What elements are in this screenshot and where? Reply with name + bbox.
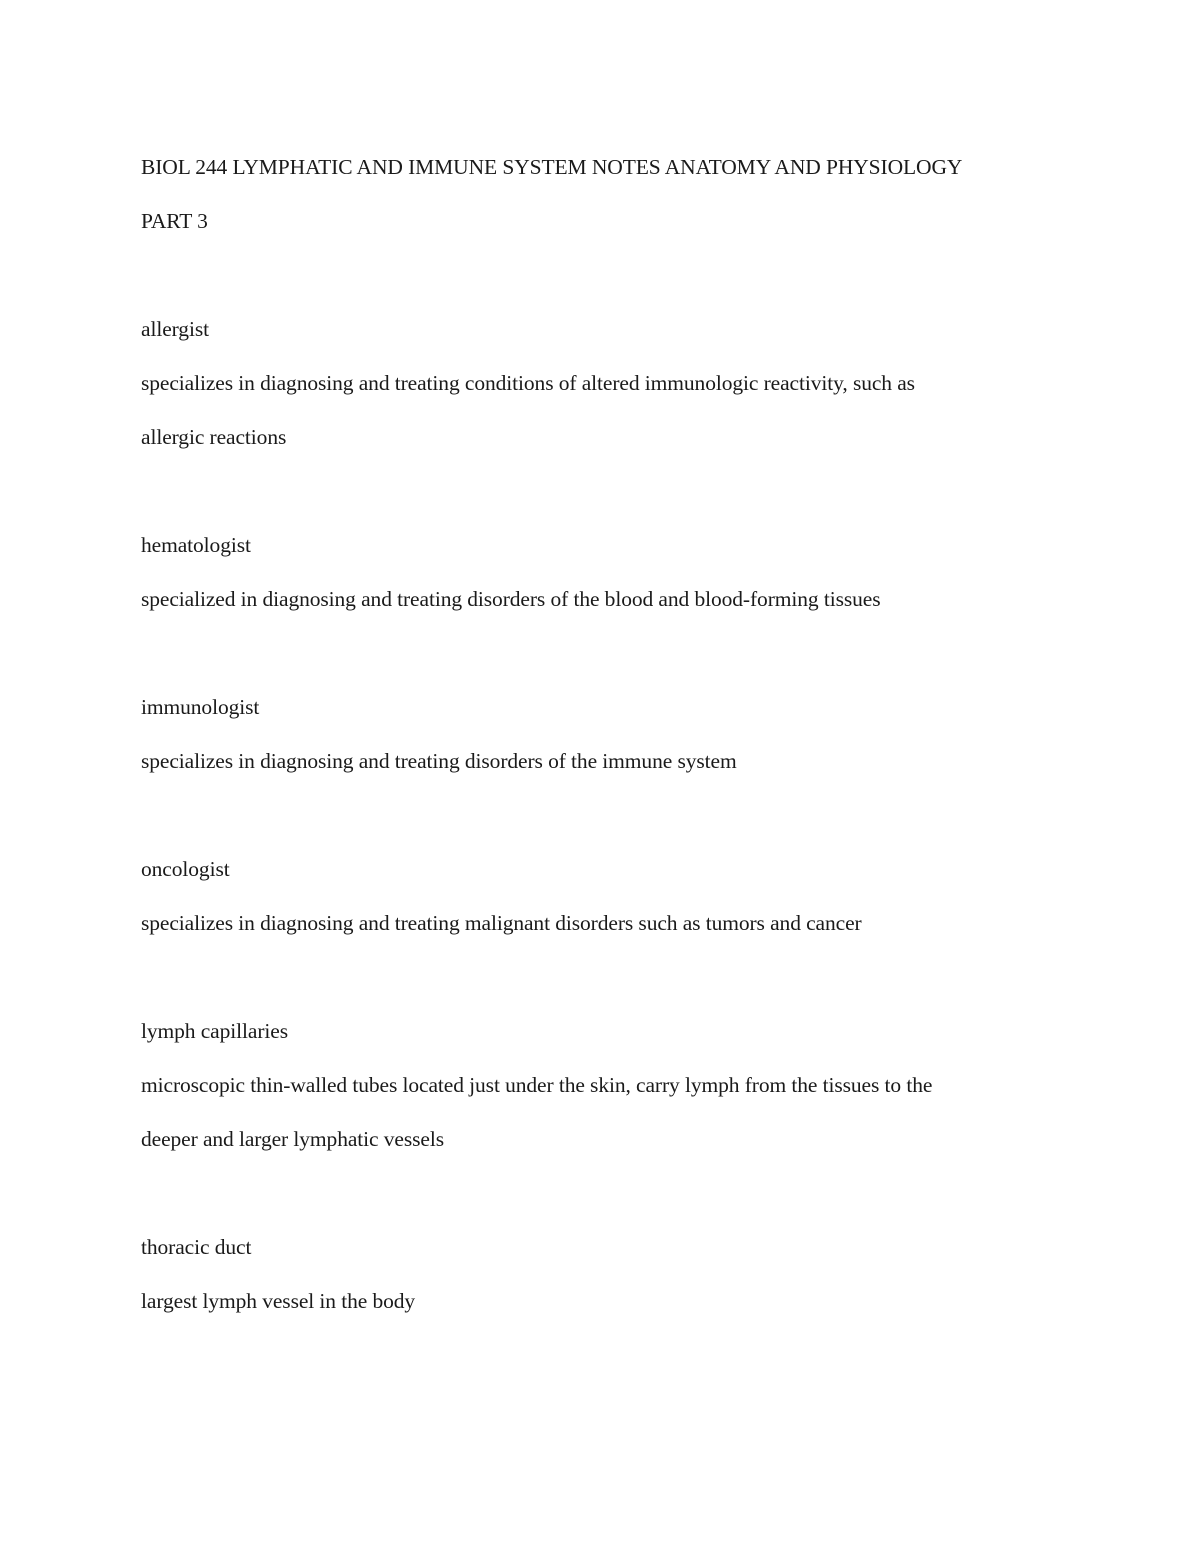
- entry-definition-line: allergic reactions: [141, 425, 287, 449]
- entry-definition-line: specializes in diagnosing and treating conditions of altered immunologic reactivity, such as: [141, 371, 915, 395]
- entry-definition-line: specializes in diagnosing and treating disorders of the immune system: [141, 749, 737, 773]
- entry-term: lymph capillaries: [141, 1019, 288, 1043]
- entry-term: allergist: [141, 317, 209, 341]
- entry-term: thoracic duct: [141, 1235, 252, 1259]
- entry-definition-line: microscopic thin-walled tubes located just under the skin, carry lymph from the tissues to the: [141, 1073, 933, 1097]
- entry-term: hematologist: [141, 533, 251, 557]
- entry-immunologist: [141, 680, 1061, 788]
- entry-oncologist: [141, 842, 1061, 950]
- entry-definition-line: specialized in diagnosing and treating disorders of the blood and blood-forming tissues: [141, 587, 881, 611]
- entry-definition-line: deeper and larger lymphatic vessels: [141, 1127, 444, 1151]
- document-title-line-1: BIOL 244 LYMPHATIC AND IMMUNE SYSTEM NOTES ANATOMY AND PHYSIOLOGY: [141, 155, 963, 179]
- document-title-line-2: PART 3: [141, 209, 208, 233]
- entry-definition-line: specializes in diagnosing and treating malignant disorders such as tumors and cancer: [141, 911, 862, 935]
- entry-thoracic-duct: [141, 1220, 1061, 1328]
- entry-hematologist: [141, 518, 1061, 626]
- entry-definition-line: largest lymph vessel in the body: [141, 1289, 416, 1313]
- entry-allergist: [141, 302, 1061, 464]
- entry-term: oncologist: [141, 857, 230, 881]
- entry-term: immunologist: [141, 695, 260, 719]
- entry-lymph-capillaries: [141, 1004, 1061, 1166]
- document-content: [141, 140, 1061, 1328]
